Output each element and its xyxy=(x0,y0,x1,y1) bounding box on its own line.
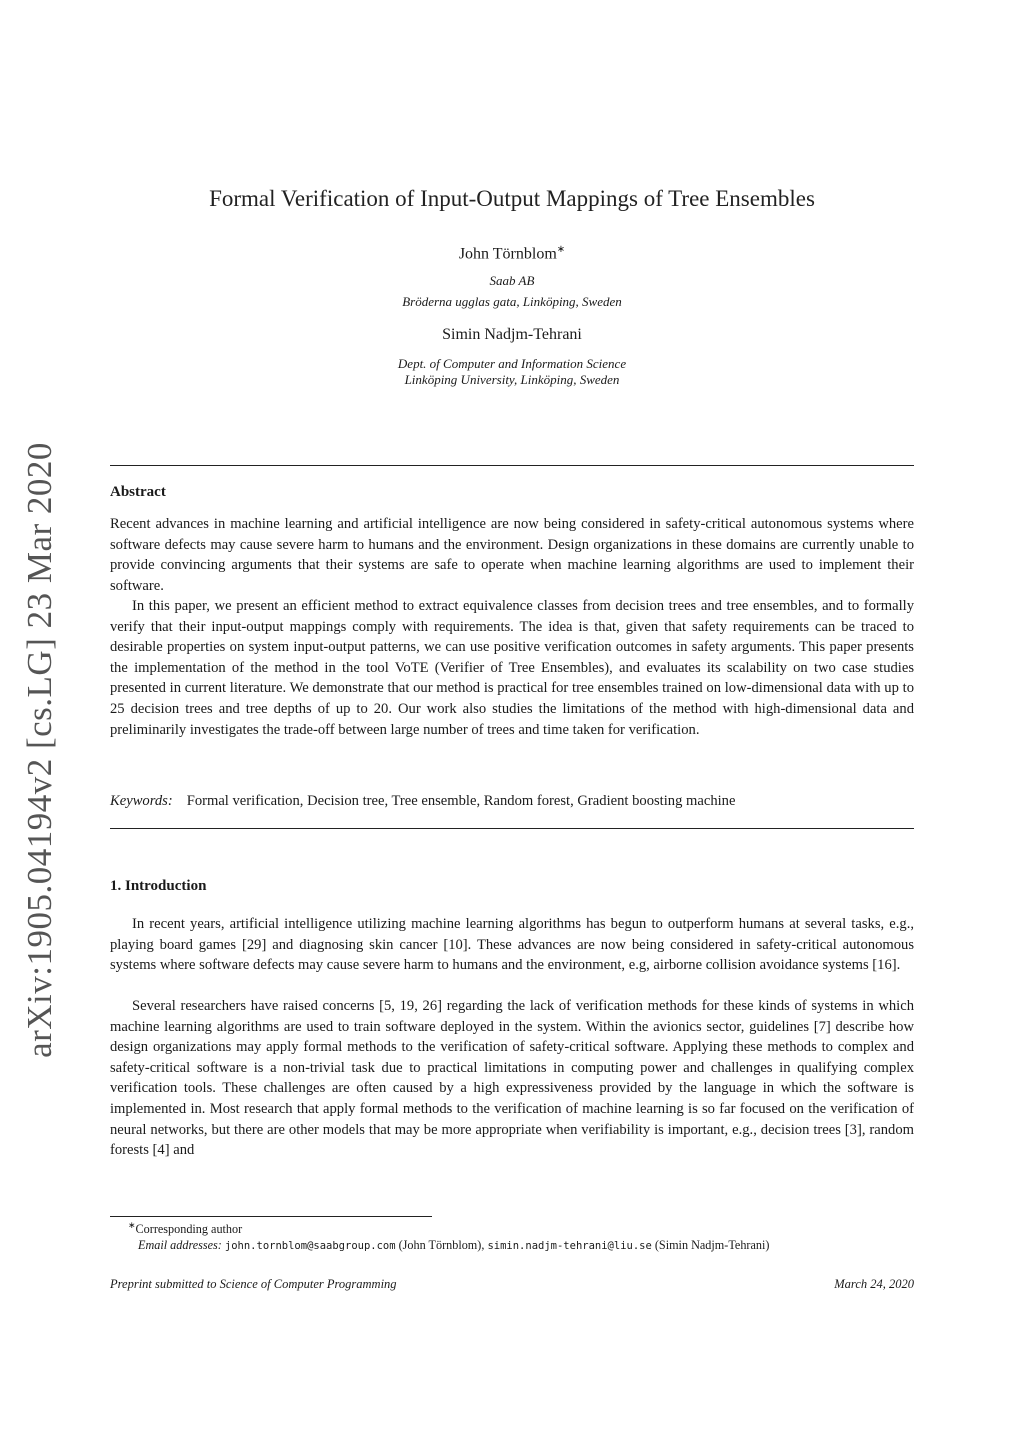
introduction-heading: 1. Introduction xyxy=(110,878,207,894)
keywords xyxy=(110,793,735,810)
abstract-paragraph-2: In this paper, we present an efficient method to extract equivalence classes from decision trees and tree ensembles, and to formally verify that their input-output mappings comply with requirements. The idea is that, given that safety requirements can be traced to desirable properties on system input-output patterns, we can use positive verification outcomes in safety arguments. This paper presents the implementation of the method in the tool VoTE (Verifier of Tree Ensembles), and evaluates its scalability on two case studies presented in current literature. We demonstrate that our method is practical for tree ensembles trained on low-dimensional data with up to 25 decision trees and tree depths of up to 20. Our work also studies the limitations of the method with high-dimensional data and preliminarily investigates the trade-off between large number of trees and time taken for verification. xyxy=(110,598,914,738)
footer-preprint-note: Preprint submitted to Science of Computer Programming xyxy=(110,1277,397,1291)
keywords-text: Formal verification, Decision tree, Tree ensemble, Random forest, Gradient boosting machine xyxy=(186,793,736,809)
footnote-emails xyxy=(138,1238,942,1253)
keywords-label: Keywords: xyxy=(110,793,173,809)
email-owner-1: (John Törnblom), xyxy=(398,1238,485,1252)
footnote-corresponding xyxy=(128,1220,932,1237)
abstract-heading: Abstract xyxy=(110,484,166,500)
abstract-paragraph-1: Recent advances in machine learning and artificial intelligence are now being considered in safety-critical autonomous systems where software defects may cause severe harm to humans and the environment. Design organizations in these domains are currently unable to provide convincing arguments that their systems are safe to operate when machine learning algorithms are used to implement their software. xyxy=(110,516,914,594)
email-label: Email addresses: xyxy=(138,1238,222,1252)
paper-title: Formal Verification of Input-Output Mappings of Tree Ensembles xyxy=(209,186,815,211)
footnote-mark: ∗ xyxy=(128,1220,136,1230)
abstract-bottom-rule xyxy=(110,828,914,829)
corresponding-author-label: Corresponding author xyxy=(135,1222,243,1237)
introduction-paragraph-2: Several researchers have raised concerns [5, 19, 26] regarding the lack of verification methods for these kinds of systems in which machine learning algorithms are used to train software deployed in the system. Within the avionics sector, guidelines [7] describe how design organizations may apply formal methods to the verification of safety-critical software. Applying these methods to complex and safety-critical software is a non-trivial task due to practical limitations in computing power and challenges in qualifying complex verification tools. These challenges are often caused by a high expressiveness provided by the language in which the software is implemented in. Most research that apply formal methods to the verification of machine learning is so far focused on the verification of neural networks, but there are other models that may be more appropriate when verifiability is important, e.g., decision trees [3], random forests [4] and xyxy=(110,998,914,1159)
author-1-footnote-mark: ∗ xyxy=(556,244,566,255)
footnote-rule xyxy=(110,1216,432,1217)
author-2 xyxy=(110,326,914,344)
introduction-paragraph-1: In recent years, artificial intelligence utilizing machine learning algorithms has begun to outperform humans at several tasks, e.g., playing board games [29] and diagnosing skin cancer [10]. These advances are now being considered in safety-critical autonomous systems where software defects may cause severe harm to humans and the environment, e.g, airborne collision avoidance systems [16]. xyxy=(110,916,914,974)
arxiv-id-text: arXiv:1905.04194v2 [cs.LG] 23 Mar 2020 xyxy=(20,442,60,1058)
affiliation-line: Bröderna ugglas gata, Linköping, Sweden xyxy=(402,294,622,309)
author-1-affiliation xyxy=(110,273,914,310)
author-1 xyxy=(110,244,914,263)
author-2-affiliation xyxy=(110,356,914,388)
email-link-1[interactable]: john.tornblom@saabgroup.com xyxy=(224,1240,396,1252)
email-owner-2: (Simin Nadjm-Tehrani) xyxy=(654,1238,770,1252)
affiliation-line: Saab AB xyxy=(489,273,535,288)
affiliation-line: Dept. of Computer and Information Science xyxy=(397,356,627,371)
arxiv-side-identifier xyxy=(10,440,70,1060)
author-1-name: John Törnblom xyxy=(458,245,557,263)
footer-date: March 24, 2020 xyxy=(834,1277,914,1291)
email-link-2[interactable]: simin.nadjm-tehrani@liu.se xyxy=(487,1240,652,1252)
abstract-top-rule xyxy=(110,465,914,466)
author-2-name: Simin Nadjm-Tehrani xyxy=(442,326,582,343)
affiliation-line: Linköping University, Linköping, Sweden xyxy=(404,372,620,387)
